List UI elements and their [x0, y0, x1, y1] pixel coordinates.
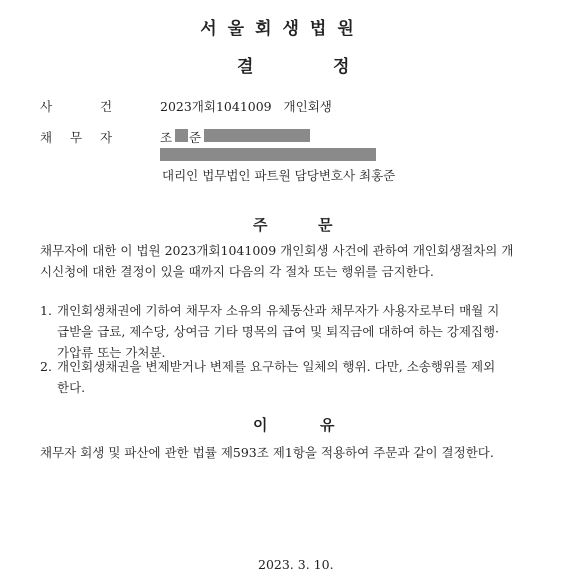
decision-date: 2023. 3. 10.: [258, 557, 334, 572]
case-number: 2023개회1041009 개인회생: [160, 99, 332, 114]
reason-text: 채무자 회생 및 파산에 관한 법률 제593조 제1항을 적용하여 주문과 같이 결정한다.: [40, 445, 494, 460]
reason-heading-char-1: 이: [253, 416, 268, 434]
order-intro: [40, 240, 550, 282]
doc-type-char-2: 정: [333, 57, 350, 77]
order-item-2-number: 2.: [40, 359, 52, 374]
order-item-1-number: 1.: [40, 303, 52, 318]
reason-heading-char-2: 유: [320, 416, 335, 434]
order-item-line: 개인회생채권에 기하여 채무자 소유의 유체동산과 채무자가 사용자로부터 매월 지: [57, 303, 500, 318]
debtor-label-char-2: 무: [70, 130, 83, 145]
doc-type-char-1: 결: [237, 57, 254, 77]
order-intro-line: 시신청에 대한 결정이 있을 때까지 다음의 각 절차 또는 행위를 금지한다.: [40, 264, 434, 279]
debtor-name-end: 준: [189, 130, 202, 145]
redaction-block: [204, 129, 310, 142]
order-item-line: 가압류 또는 가처분.: [57, 345, 166, 360]
order-item-1-text: [57, 300, 547, 363]
debtor-name-start: 조: [160, 130, 173, 145]
redaction-block: [175, 129, 188, 142]
case-label-char-2: 건: [100, 99, 113, 114]
case-label-char-1: 사: [40, 99, 53, 114]
order-item-line: 개인회생채권을 변제받거나 변제를 요구하는 일체의 행위. 다만, 소송행위를 제외: [57, 359, 496, 374]
debtor-label-char-1: 채: [40, 130, 53, 145]
order-intro-line: 채무자에 대한 이 법원 2023개회1041009 개인회생 사건에 관하여 개인회생절차의 개: [40, 243, 514, 258]
order-item-line: 급받을 급료, 제수당, 상여금 기타 명목의 급여 및 퇴직금에 대하여 하는 강제집행·: [57, 324, 500, 339]
debtor-label-char-3: 자: [100, 130, 113, 145]
order-heading-char-2: 문: [318, 216, 333, 234]
debtor-representative: 대리인 법무법인 파트원 담당변호사 최홍준: [162, 168, 396, 183]
order-heading-char-1: 주: [253, 216, 268, 234]
redaction-block: [160, 148, 376, 161]
order-item-2-text: [57, 356, 547, 398]
order-item-line: 한다.: [57, 380, 86, 395]
court-name: 서울회생법원: [200, 19, 365, 39]
